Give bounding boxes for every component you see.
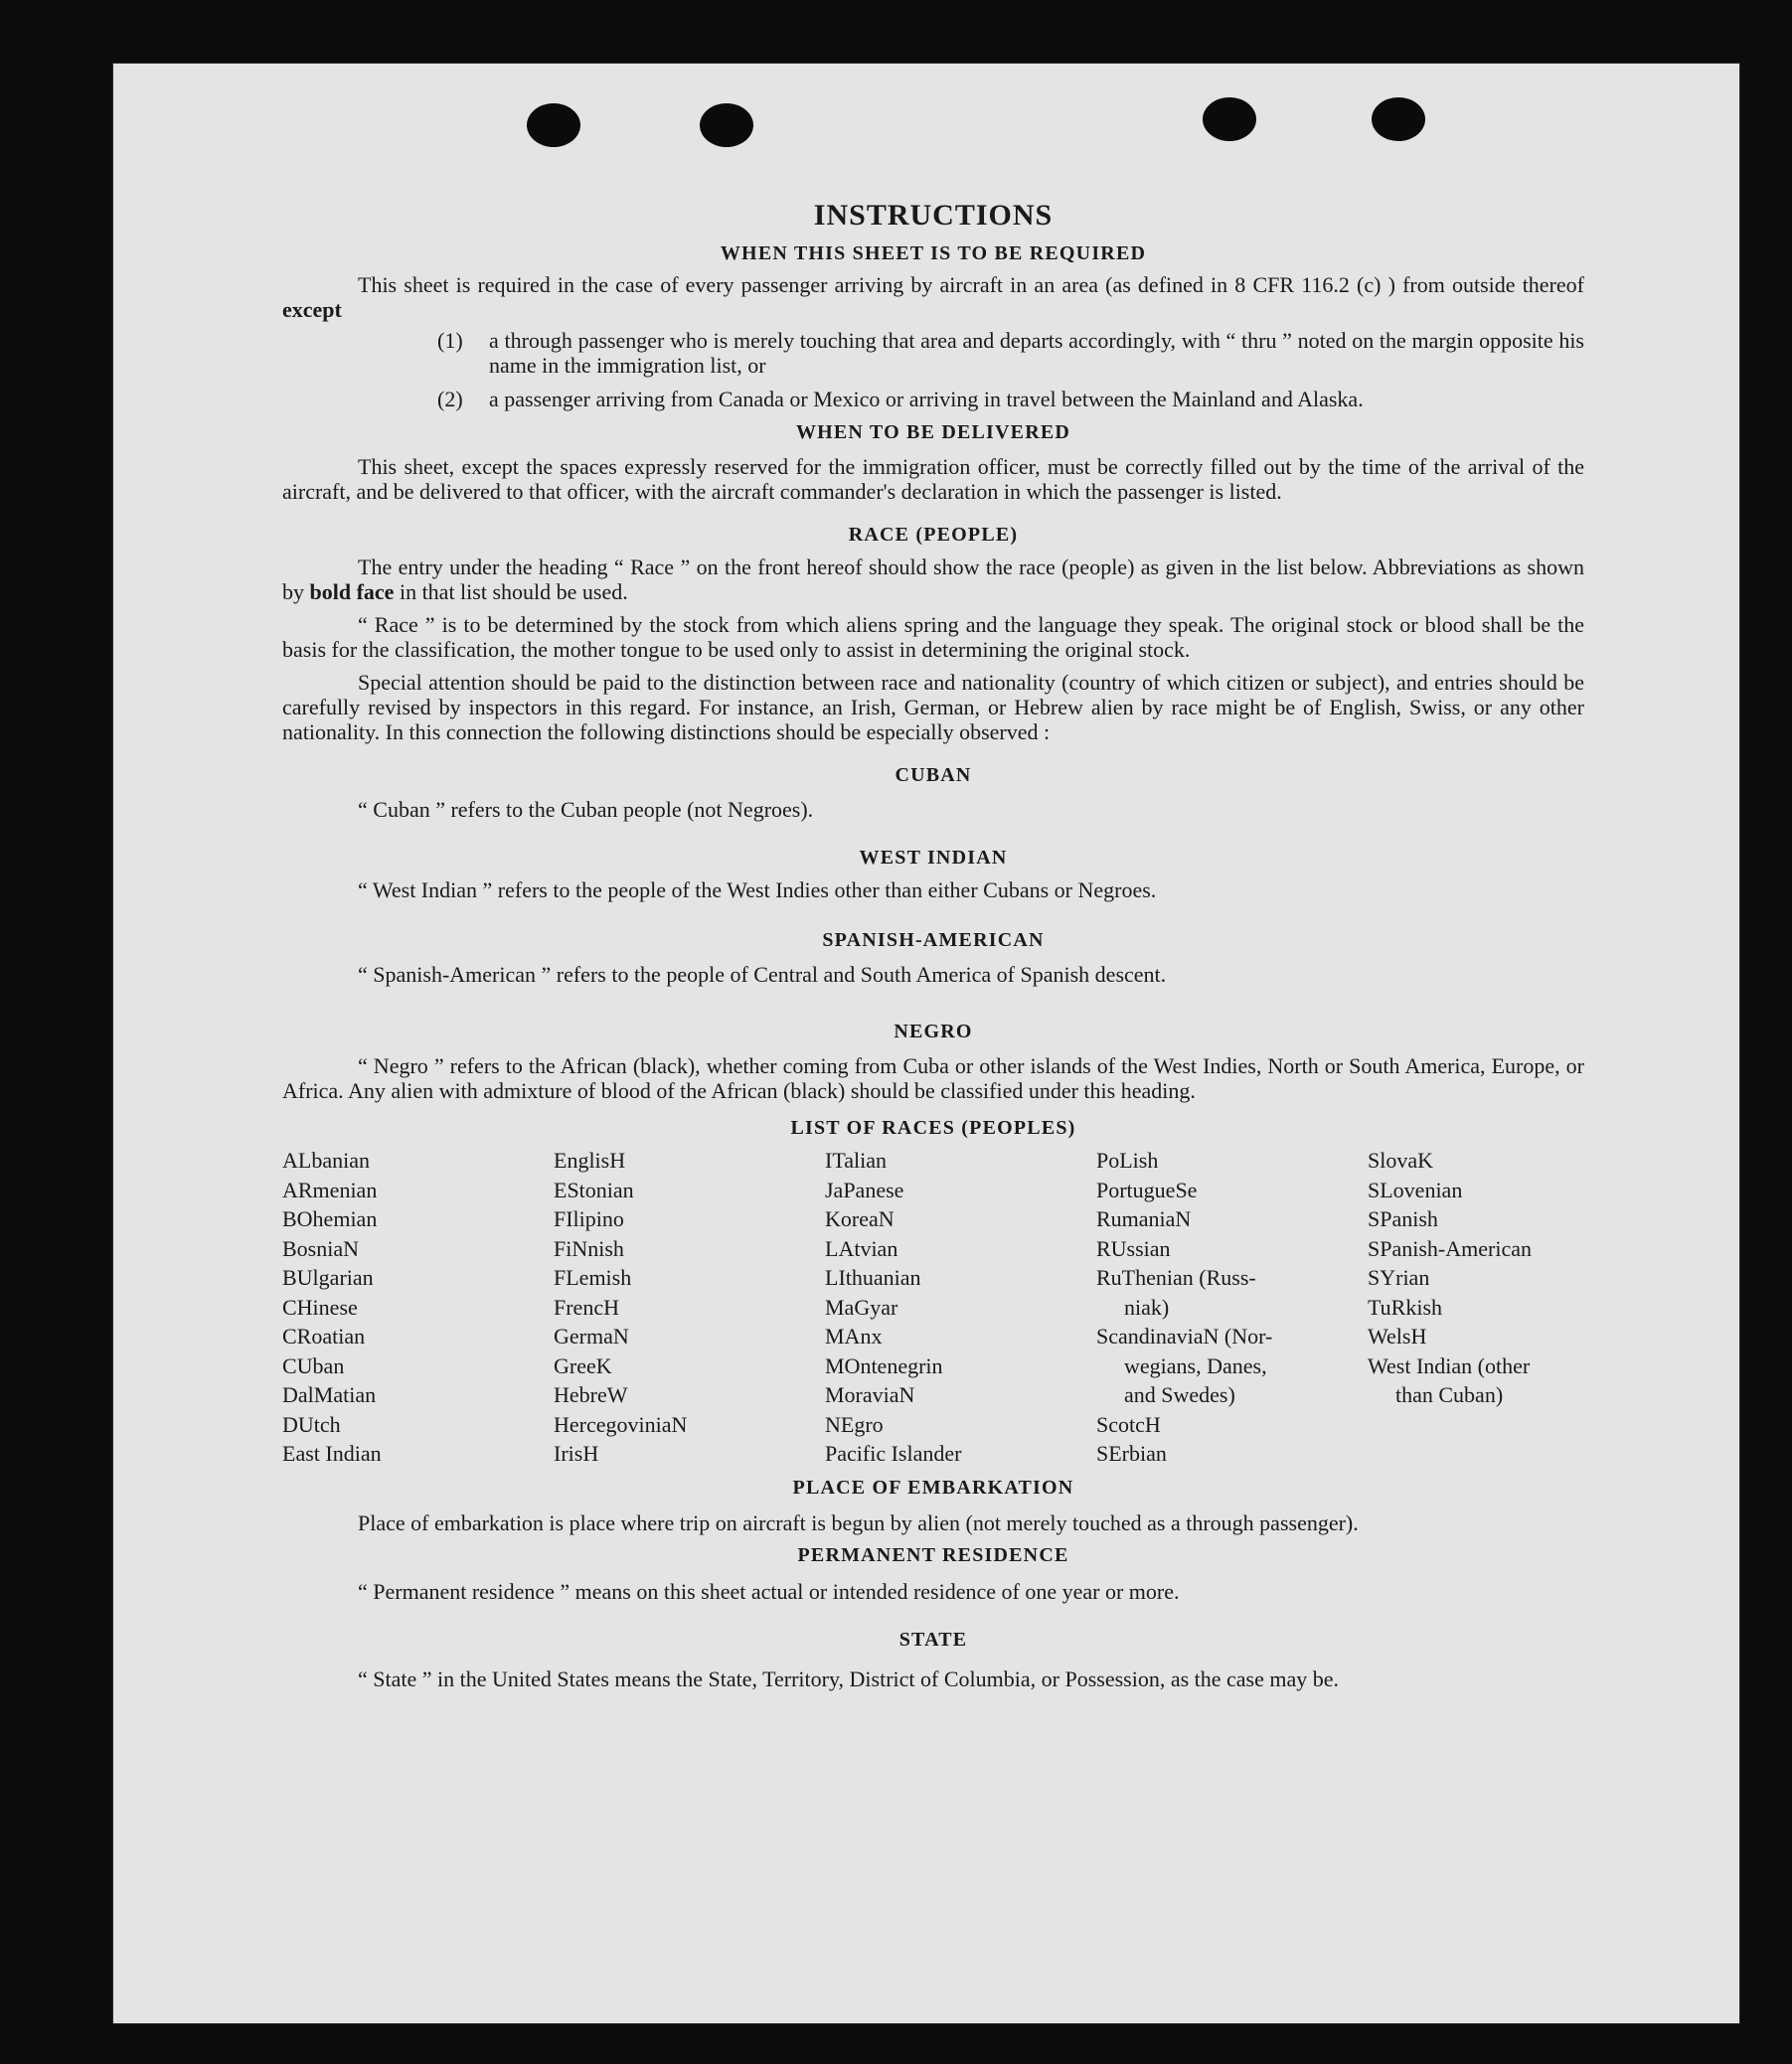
punch-hole [527,103,580,147]
section-heading-embarkation: PLACE OF EMBARKATION [792,1476,1074,1499]
race-entry: BUlgarian [282,1265,374,1290]
section-heading-spanish-american: SPANISH-AMERICAN [822,929,1045,951]
races-column [554,1146,825,1469]
document-sheet [113,64,1739,2023]
race-entry: MoraviaN [825,1382,915,1407]
race-entry: PoLish [1096,1148,1159,1173]
race-entry: FIlipino [554,1206,624,1231]
race-entry: LIthuanian [825,1265,921,1290]
race-entry: SPanish [1368,1206,1438,1231]
race-entry: TuRkish [1368,1294,1443,1320]
state-text: “ State ” in the United States means the State, Territory, District of Columbia, or Possession, as the case may be. [358,1666,1340,1691]
race-entry: MaGyar [825,1294,898,1320]
race-entry: FiNnish [554,1235,624,1261]
race-entry: FLemish [554,1265,632,1290]
race-entry: MAnx [825,1324,883,1349]
section-heading-negro: NEGRO [894,1021,973,1042]
race-entry: JaPanese [825,1177,904,1202]
races-column [282,1146,554,1469]
race-paragraph: Special attention should be paid to the distinction between race and nationality (country of which citizen or subject), and entries should be carefully revised by inspectors in this regard. For instance, an Irish, German, or Hebrew alien by race might be of English, Swiss, or any other nationality. In this connection the following distinctions should be especially observed : [282,670,1584,744]
race-entry: RumaniaN [1096,1206,1192,1231]
punch-hole [1203,97,1256,141]
race-entry: DalMatian [282,1382,377,1407]
race-entry: BOhemian [282,1206,378,1231]
race-entry: CRoatian [282,1324,366,1349]
race-entry: FrencH [554,1294,619,1320]
embarkation-text: Place of embarkation is place where trip on aircraft is begun by alien (not merely touched as a through passenger). [358,1509,1359,1535]
race-entry: West Indian (other [1368,1352,1531,1378]
race-entry: RUssian [1096,1235,1171,1261]
when-delivered-text: This sheet, except the spaces expressly reserved for the immigration officer, must be correctly filled out by the time of the arrival of the aircraft, and be delivered to that officer, with the aircraft commander's declaration in which the passenger is listed. [282,454,1584,504]
race-entry: CHinese [282,1294,358,1320]
exception-item: (1) a through passenger who is merely touching that area and departs accordingly, with “ thru ” noted on the margin opposite his name in the immigration list, or [437,328,1584,378]
race-entry: HercegoviniaN [554,1411,688,1437]
section-heading-when-required: WHEN THIS SHEET IS TO BE REQUIRED [720,242,1147,264]
section-heading-cuban: CUBAN [895,764,972,786]
races-column [1096,1146,1368,1469]
race-entry: DUtch [282,1411,341,1437]
exception-item: (2) a passenger arriving from Canada or Mexico or arriving in travel between the Mainland and Alaska. [437,387,1364,411]
races-column [1368,1146,1584,1469]
instructions-content [282,199,1584,1694]
race-entry: CUban [282,1352,345,1378]
cuban-text: “ Cuban ” refers to the Cuban people (not Negroes). [358,797,814,822]
race-entry: SLovenian [1368,1177,1463,1202]
spanish-american-text: “ Spanish-American ” refers to the people of Central and South America of Spanish descent. [358,962,1167,987]
race-entry: ITalian [825,1148,887,1173]
section-heading-list-of-races: LIST OF RACES (PEOPLES) [790,1117,1076,1139]
section-heading-permanent-residence: PERMANENT RESIDENCE [797,1543,1069,1566]
race-entry-continued: than Cuban) [1395,1382,1504,1407]
race-entry: EStonian [554,1177,634,1202]
race-entry-continued: niak) [1124,1294,1170,1320]
race-entry: NEgro [825,1411,884,1437]
race-entry: GermaN [554,1324,629,1349]
west-indian-text: “ West Indian ” refers to the people of the West Indies other than either Cubans or Negroes. [358,877,1157,902]
races-column [825,1146,1096,1469]
race-entry: WelsH [1368,1324,1427,1349]
race-entry: KoreaN [825,1206,895,1231]
page-title: INSTRUCTIONS [813,199,1054,232]
race-entry: HebreW [554,1382,628,1407]
race-entry: GreeK [554,1352,612,1378]
punch-hole [1372,97,1425,141]
races-list [282,1146,1584,1469]
race-entry: East Indian [282,1441,382,1466]
race-entry-continued: and Swedes) [1124,1382,1235,1407]
race-entry: LAtvian [825,1235,898,1261]
race-entry: ScandinaviaN (Nor- [1096,1324,1273,1349]
race-entry: Pacific Islander [825,1441,962,1466]
race-entry: BosniaN [282,1235,359,1261]
race-paragraph: The entry under the heading “ Race ” on the front hereof should show the race (people) as given in the list below. Abbreviations as shown by bold face in that list should be used. [282,555,1584,604]
section-heading-race: RACE (PEOPLE) [848,524,1019,546]
race-entry: MOntenegrin [825,1352,943,1378]
race-entry: IrisH [554,1441,599,1466]
race-entry-continued: wegians, Danes, [1124,1352,1267,1378]
permanent-residence-text: “ Permanent residence ” means on this sheet actual or intended residence of one year or more. [358,1578,1180,1604]
negro-text: “ Negro ” refers to the African (black), whether coming from Cuba or other islands of the West Indies, North or South America, Europe, or Africa. Any alien with admixture of blood of the African (black) should be classified under this heading. [282,1053,1584,1103]
race-entry: PortugueSe [1096,1177,1198,1202]
race-entry: SPanish-American [1368,1235,1532,1261]
race-entry: SlovaK [1368,1148,1433,1173]
race-entry: SYrian [1368,1265,1430,1290]
section-heading-state: STATE [898,1628,968,1651]
race-entry: RuThenian (Russ- [1096,1265,1256,1290]
race-paragraph: “ Race ” is to be determined by the stock from which aliens spring and the language they speak. The original stock or blood shall be the basis for the classification, the mother tongue to be used only to assist in determining the original stock. [282,612,1584,662]
race-entry: EnglisH [554,1148,626,1173]
race-entry: ScotcH [1096,1411,1161,1437]
section-heading-when-delivered: WHEN TO BE DELIVERED [795,421,1071,443]
race-entry: ARmenian [282,1177,378,1202]
race-entry: ALbanian [282,1148,370,1173]
race-entry: SErbian [1096,1441,1167,1466]
when-required-intro: This sheet is required in the case of every passenger arriving by aircraft in an area (as defined in 8 CFR 116.2 (c) ) from outside thereof except [282,272,1584,322]
punch-hole [700,103,753,147]
section-heading-west-indian: WEST INDIAN [859,847,1008,869]
